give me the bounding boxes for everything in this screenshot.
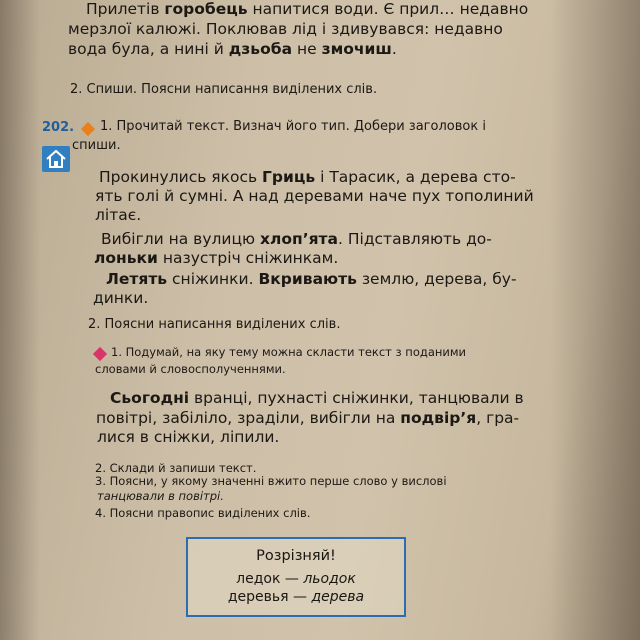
text-run: Вибігли на вулицю [101, 230, 260, 248]
highlighted-word: подвір’я [400, 409, 477, 427]
highlighted-word: Вкривають [258, 270, 357, 288]
text-run: землю, дерева, бу- [356, 270, 517, 288]
text-run: назустріч сніжинкам. [157, 249, 339, 267]
pink-diamond-icon [93, 347, 107, 361]
highlighted-word: Гриць [262, 168, 316, 186]
text-run: Прокинулись якось [99, 168, 263, 186]
page-edge-shadow-left [0, 0, 40, 640]
highlighted-word: Летять [106, 270, 168, 288]
task-3-line-1: 3. Поясни, у якому значенні вжито перше слово у вислові [95, 474, 447, 488]
rule-row-1 [188, 571, 404, 587]
highlighted-word: Сьогодні [110, 389, 190, 407]
highlighted-word: хлоп’ята [260, 230, 338, 248]
text-run: . Підставляють до- [338, 230, 492, 248]
text-run: . [391, 40, 397, 58]
task-2: 2. Поясни написання виділених слів. [88, 317, 341, 332]
poem-line-3 [68, 40, 397, 58]
text-line-4 [101, 230, 492, 248]
rule-title: Розрізняй! [256, 548, 336, 564]
rule-row-2 [188, 589, 404, 605]
text-run: сніжинки. [167, 270, 259, 288]
task-3-line-2: танцювали в повітрі. [97, 489, 224, 503]
text-run: напитися води. Є прил… недавно [247, 0, 529, 18]
text-run: Прилетів [86, 0, 165, 18]
text-run: деревья — [227, 589, 312, 605]
highlighted-word: горобець [164, 0, 248, 18]
distinguish-rule-box [186, 537, 406, 617]
text-line-7: динки. [93, 289, 149, 307]
task-4: 4. Поясни правопис виділених слів. [95, 506, 311, 520]
orange-diamond-icon [81, 122, 95, 136]
text-run: повітрі, забіліло, зраділи, вибігли на [96, 409, 401, 427]
task-2-compose: 2. Склади й запиши текст. [95, 461, 257, 475]
poem-line-2: мерзлої калюжі. Поклював лід і здивувався: недавно [68, 20, 503, 38]
page-edge-shadow-right [550, 0, 640, 640]
house-icon [42, 146, 70, 172]
text-line-3: літає. [95, 206, 142, 224]
task-1-line-1: 1. Прочитай текст. Визнач його тип. Добери заголовок і [100, 119, 486, 134]
highlighted-word: лоньки [94, 249, 158, 267]
italic-word: льодок [303, 571, 356, 587]
think-task-line-2: словами й словосполученнями. [95, 362, 286, 376]
exercise-number: 202. [42, 120, 75, 135]
text-run: , гра- [476, 409, 520, 427]
text-line-6 [106, 270, 517, 288]
text-line-1 [99, 168, 516, 186]
text-run: вода була, а нині й [68, 40, 229, 58]
highlighted-word: дзьоба [228, 40, 293, 58]
highlighted-word: змочиш [321, 40, 392, 58]
text-line-2: ять голі й сумні. А над деревами наче пух тополиний [95, 187, 534, 205]
task-copy-explain: 2. Спиши. Поясни написання виділених слів. [70, 82, 378, 97]
text-run: вранці, пухнасті сніжинки, танцювали в [189, 389, 524, 407]
think-task-line-1: 1. Подумай, на яку тему можна скласти текст з поданими [111, 345, 467, 359]
italic-word: дерева [311, 589, 365, 605]
words-line-3: лися в сніжки, ліпили. [97, 428, 280, 446]
text-line-5 [94, 249, 338, 267]
poem-line-1 [86, 0, 528, 18]
text-run: ледок — [236, 571, 304, 587]
text-run: не [292, 40, 322, 58]
task-1-line-2: спиши. [72, 138, 121, 153]
words-line-2 [96, 409, 519, 427]
text-run: і Тарасик, а дерева сто- [315, 168, 516, 186]
words-line-1 [110, 389, 524, 407]
